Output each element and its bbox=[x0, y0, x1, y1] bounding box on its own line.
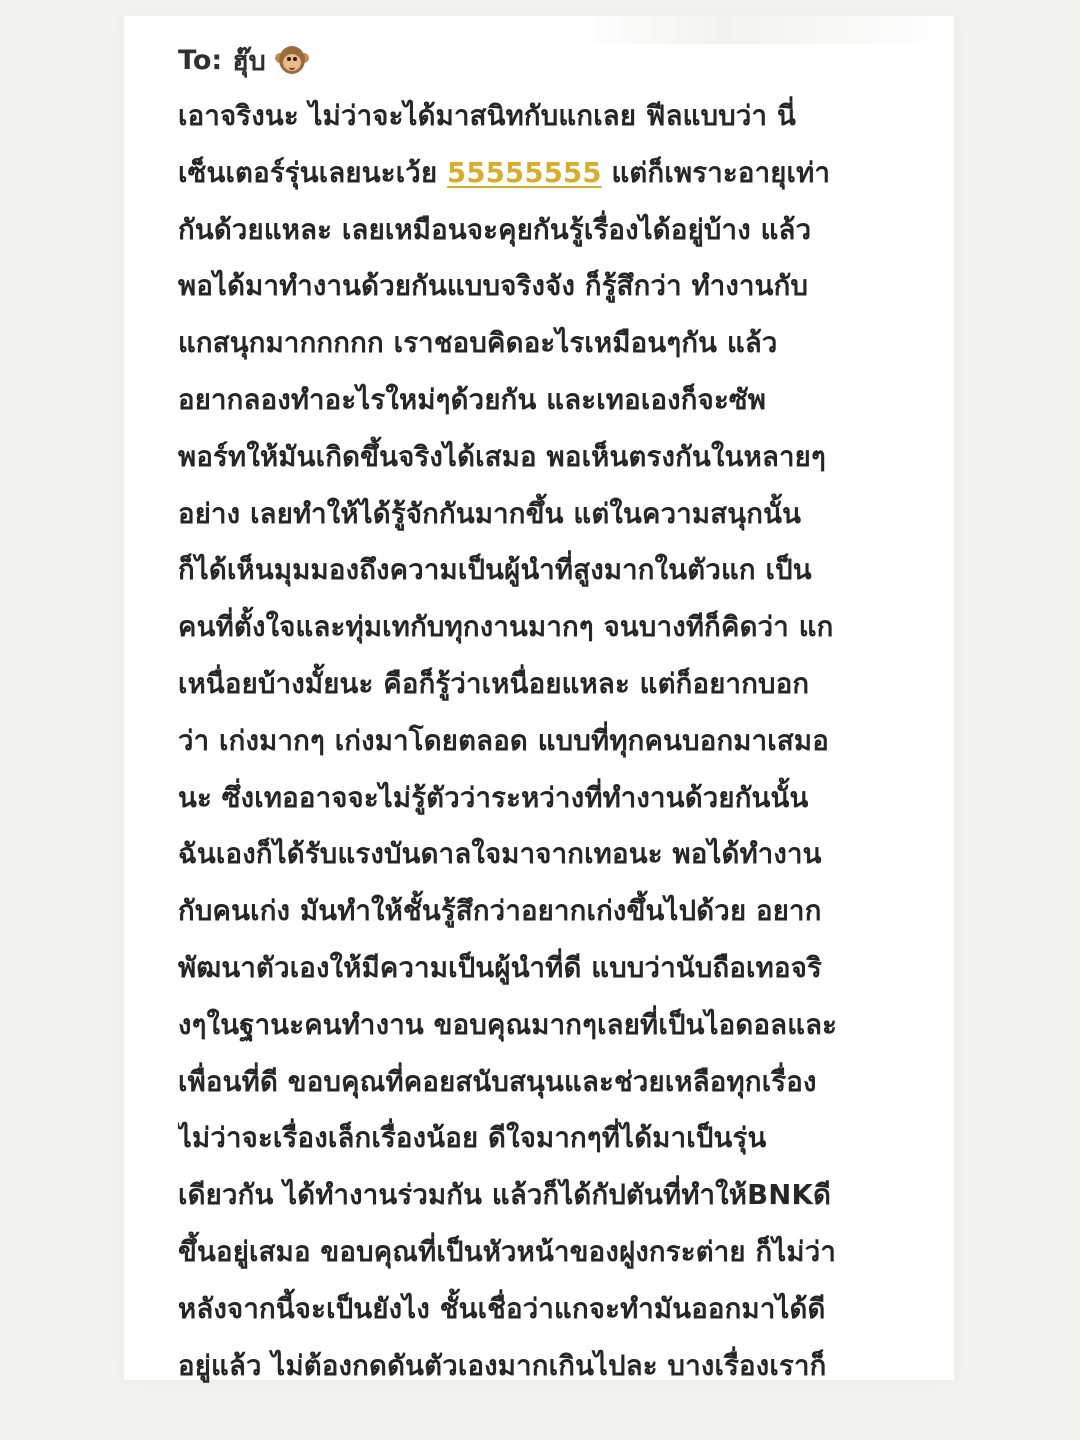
message-line bbox=[178, 372, 948, 429]
recipient-line bbox=[178, 34, 948, 86]
message-text: ขึ้นอยู่เสมอ ขอบคุณที่เป็นหัวหน้าของฝูงกระต่าย ก็ไม่ว่า bbox=[178, 1235, 836, 1268]
message-line bbox=[178, 486, 948, 543]
message-text: อยู่แล้ว ไม่ต้องกดดันตัวเองมากเกินไปละ บางเรื่องเราก็ bbox=[178, 1349, 827, 1382]
message-body bbox=[178, 88, 948, 1394]
message-line bbox=[178, 429, 948, 486]
recipient-name: ฮุ๊บ bbox=[232, 45, 266, 77]
to-label: To: bbox=[178, 44, 223, 76]
message-text: แกสนุกมากกกกก เราชอบคิดอะไรเหมือนๆกัน แล้ว bbox=[178, 327, 778, 360]
message-text: งๆในฐานะคนทำงาน ขอบคุณมากๆเลยที่เป็นไอดอลและ bbox=[178, 1008, 838, 1041]
message-line bbox=[178, 997, 948, 1054]
message-text: พอร์ทให้มันเกิดขึ้นจริงได้เสมอ พอเห็นตรงกันในหลายๆ bbox=[178, 440, 826, 473]
note-content bbox=[178, 34, 948, 1394]
message-line bbox=[178, 1054, 948, 1111]
message-line bbox=[178, 713, 948, 770]
message-line bbox=[178, 1110, 948, 1167]
message-text: เหนื่อยบ้างมั้ยนะ คือก็รู้ว่าเหนื่อยแหละ แต่ก็อยากบอก bbox=[178, 667, 810, 700]
message-line bbox=[178, 258, 948, 315]
message-text: กันด้วยแหละ เลยเหมือนจะคุยกันรู้เรื่องได้อยู่บ้าง แล้ว bbox=[178, 213, 812, 246]
message-text: อยากลองทำอะไรใหม่ๆด้วยกัน และเทอเองก็จะซัพ bbox=[178, 383, 767, 416]
message-text: พัฒนาตัวเองให้มีความเป็นผู้นำที่ดี แบบว่านับถือเทอจริ bbox=[178, 951, 822, 984]
message-text: เอาจริงนะ ไม่ว่าจะได้มาสนิทกับแกเลย ฟีลแบบว่า นี่ bbox=[178, 100, 796, 132]
laugh-link[interactable]: 55555555 bbox=[447, 156, 602, 189]
message-text: พอได้มาทำงานด้วยกันแบบจริงจัง ก็รู้สึกว่า ทำงานกับ bbox=[178, 270, 809, 303]
message-text: ว่า เก่งมากๆ เก่งมาโดยตลอด แบบที่ทุกคนบอกมาเสมอ bbox=[178, 724, 829, 757]
message-text: นะ ซึ่งเทออาจจะไม่รู้ตัวว่าระหว่างที่ทำงานด้วยกันนั้น bbox=[178, 781, 809, 814]
message-text: อย่าง เลยทำให้ได้รู้จักกันมากขึ้น แต่ในความสนุกนั้น bbox=[178, 497, 802, 530]
note-card bbox=[124, 16, 954, 1380]
message-line bbox=[178, 1224, 948, 1281]
message-line bbox=[178, 1281, 948, 1338]
message-text: เพื่อนที่ดี ขอบคุณที่คอยสนับสนุนและช่วยเหลือทุกเรื่อง bbox=[178, 1065, 817, 1098]
message-text: เดียวกัน ได้ทำงานร่วมกัน แล้วก็ได้กัปตันที่ทำให้BNKดี bbox=[178, 1179, 832, 1212]
message-text: ก็ได้เห็นมุมมองถึงความเป็นผู้นำที่สูงมากในตัวแก เป็น bbox=[178, 554, 812, 587]
message-text: ฉันเองก็ได้รับแรงบันดาลใจมาจากเทอนะ พอได้ทำงาน bbox=[178, 838, 822, 871]
message-text: เซ็นเตอร์รุ่นเลยนะเว้ย bbox=[178, 156, 448, 189]
message-line bbox=[178, 883, 948, 940]
message-line bbox=[178, 88, 948, 145]
message-text: แต่ก็เพราะอายุเท่า bbox=[601, 156, 831, 189]
message-line bbox=[178, 1338, 948, 1395]
message-text: กับคนเก่ง มันทำให้ชั้นรู้สึกว่าอยากเก่งขึ้นไปด้วย อยาก bbox=[178, 895, 822, 928]
message-text: คนที่ตั้งใจและทุ่มเทกับทุกงานมากๆ จนบางทีก็คิดว่า แก bbox=[178, 611, 834, 644]
message-line bbox=[178, 1167, 948, 1224]
message-line bbox=[178, 315, 948, 372]
message-line bbox=[178, 542, 948, 599]
message-line bbox=[178, 599, 948, 656]
message-text: ไม่ว่าจะเรื่องเล็กเรื่องน้อย ดีใจมากๆที่ได้มาเป็นรุ่น bbox=[178, 1122, 767, 1155]
monkey-face-icon bbox=[276, 44, 308, 76]
message-line bbox=[178, 145, 948, 202]
message-line bbox=[178, 826, 948, 883]
message-line bbox=[178, 940, 948, 997]
message-text: หลังจากนี้จะเป็นยังไง ชั้นเชื่อว่าแกจะทำมันออกมาได้ดี bbox=[178, 1292, 826, 1325]
message-line bbox=[178, 656, 948, 713]
message-line bbox=[178, 770, 948, 827]
message-line bbox=[178, 202, 948, 259]
